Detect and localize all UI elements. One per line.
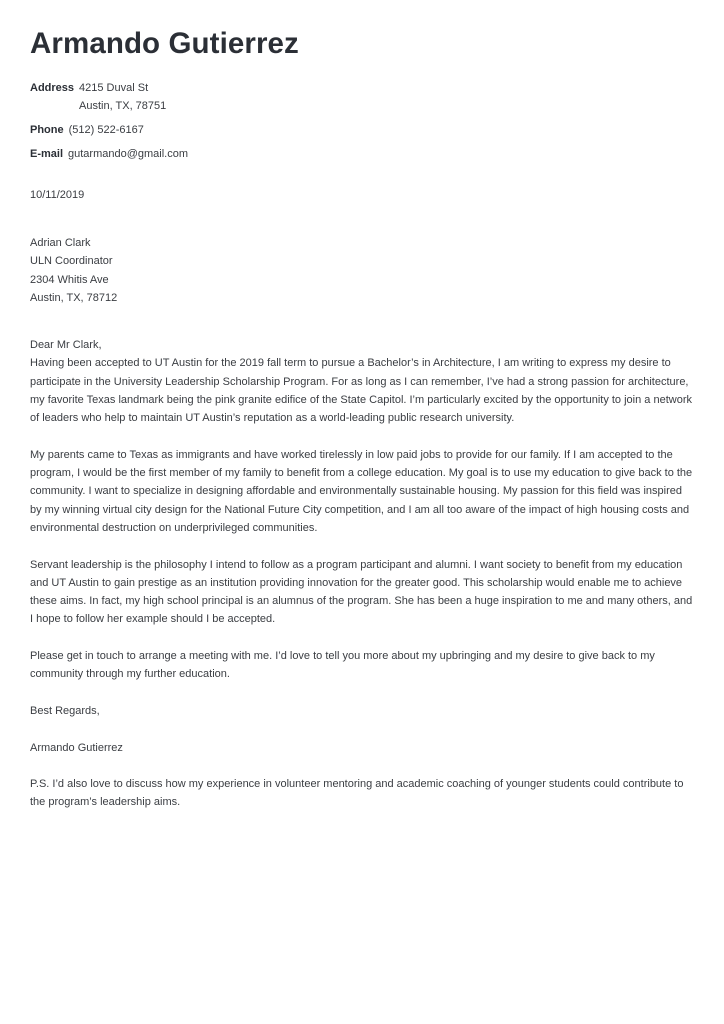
phone-row <box>30 121 188 139</box>
address-line-2: Austin, TX, 78751 <box>79 100 167 113</box>
applicant-name: Armando Gutierrez <box>30 27 299 60</box>
closing: Best Regards, <box>30 704 100 717</box>
phone-label: Phone <box>30 124 64 137</box>
postscript: P.S. I’d also love to discuss how my experience in volunteer mentoring and academic coaching of younger students could contribute to the program’s leadership aims. <box>30 778 684 809</box>
address-value <box>79 79 166 116</box>
phone-value: (512) 522-6167 <box>68 124 144 137</box>
signature: Armando Gutierrez <box>30 741 123 754</box>
email-value: gutarmando@gmail.com <box>68 148 189 161</box>
address-row <box>30 79 188 116</box>
paragraph-3: Servant leadership is the philosophy I intend to follow as a program participant and alumni. I want society to benefit from my education and UT Austin to gain prestige as an institution providing innovation for the greater good. This scholarship would enable me to achieve these aims. In fact, my high school principal is an alumnus of the program. She has been a huge inspiration to me and many others, and I hope to follow her example should I be accepted. <box>30 558 693 626</box>
address-line-1: 4215 Duval St <box>79 82 149 94</box>
recipient-street: 2304 Whitis Ave <box>30 273 109 286</box>
recipient-name: Adrian Clark <box>30 237 91 249</box>
paragraph-1: Having been accepted to UT Austin for the 2019 fall term to pursue a Bachelor’s in Architecture, I am writing to express my desire to participate in the University Leadership Scholarship Program. For as long as I can remember, I’ve had a strong passion for architecture, my favorite Texas landmark being the pink granite edifice of the State Capitol. I’m particularly excited by the opportunity to join a network of leaders who help to maintain UT Austin’s reputation as a world-leading public research university. <box>30 357 692 425</box>
email-label: E-mail <box>30 148 64 161</box>
letter-date: 10/11/2019 <box>30 189 85 201</box>
recipient-city: Austin, TX, 78712 <box>30 291 118 304</box>
email-row <box>30 145 188 163</box>
contact-block <box>30 79 188 164</box>
recipient-block <box>30 234 117 307</box>
letter-body <box>30 336 696 830</box>
address-label: Address <box>30 82 75 94</box>
paragraph-4: Please get in touch to arrange a meeting with me. I’d love to tell you more about my upbringing and my desire to give back to my community through my further education. <box>30 650 655 681</box>
greeting: Dear Mr Clark, <box>30 339 102 351</box>
paragraph-2: My parents came to Texas as immigrants and have worked tirelessly in low paid jobs to provide for our family. If I am accepted to the program, I would be the first member of my family to benefit from a college education. My goal is to use my education to give back to the community. I want to specialize in designing affordable and environmentally sustainable housing. My passion for this field was inspired by my winning virtual city design for the National Future City competition, and I am all too aware of the impact of high housing costs and environmental destruction on underprivileged communities. <box>30 448 693 534</box>
recipient-title: ULN Coordinator <box>30 255 113 268</box>
